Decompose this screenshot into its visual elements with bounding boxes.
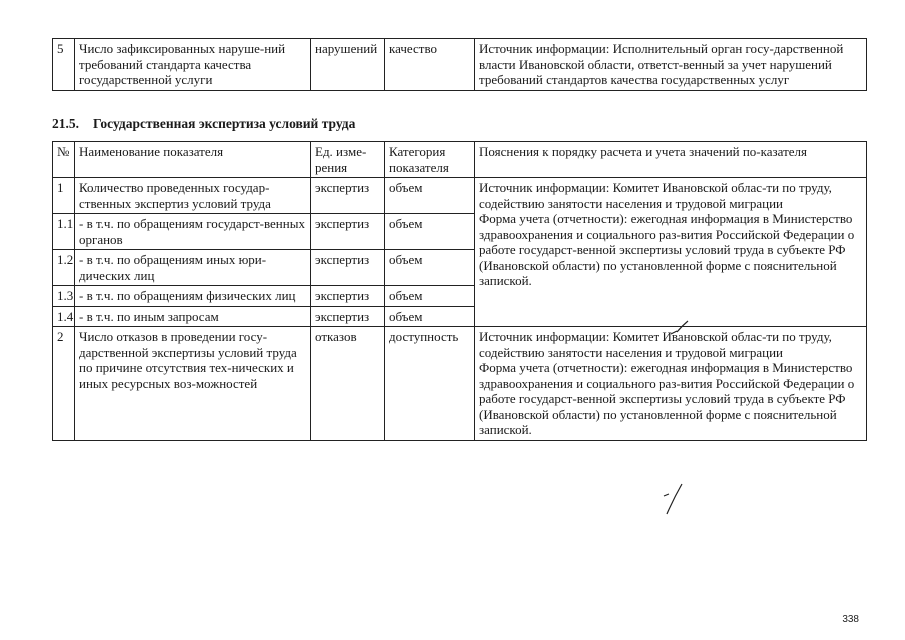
indicator-name: Число отказов в проведении госу-дарственной экспертизы условий труда по причине отсутствия тех-нических и иных ресурсных воз-можностей [75, 327, 311, 441]
indicators-table [52, 141, 867, 441]
indicator-category: объем [385, 286, 475, 307]
row-number: 1.3 [53, 286, 75, 307]
table-row [53, 327, 867, 441]
section-number: 21.5. [52, 116, 79, 131]
row-number: 1.2 [53, 250, 75, 286]
top-table-fragment [52, 38, 867, 91]
indicator-category: объем [385, 178, 475, 214]
header-number: № [53, 142, 75, 178]
indicator-name: - в т.ч. по обращениям государст-венных органов [75, 214, 311, 250]
header-unit: Ед. изме-рения [311, 142, 385, 178]
header-category: Категория показателя [385, 142, 475, 178]
unit-of-measure: экспертиз [311, 306, 385, 327]
row-number: 1 [53, 178, 75, 214]
unit-of-measure: экспертиз [311, 178, 385, 214]
table-header-row [53, 142, 867, 178]
header-explanation: Пояснения к порядку расчета и учета значений по-казателя [475, 142, 867, 178]
unit-of-measure: отказов [311, 327, 385, 441]
unit-of-measure: экспертиз [311, 250, 385, 286]
explanation [475, 327, 867, 441]
handwritten-check-mark [668, 318, 692, 342]
section-heading [52, 116, 355, 132]
table-row [53, 39, 867, 91]
explanation-text: Источник информации: Комитет Ивановской облас-ти по труду, содействию занятости населения и трудовой миграции Форма учета (отчетности): ежегодная информация в Министерство здравоохранения и социального раз-вития Российской Федерации о работе государст-венной экспертизы условий труда в субъекте РФ (Ивановской области) по установленной форме с пояснительной запиской. [479, 329, 855, 437]
indicator-category: объем [385, 306, 475, 327]
indicator-name: - в т.ч. по обращениям физических лиц [75, 286, 311, 307]
row-number: 2 [53, 327, 75, 441]
unit-of-measure: экспертиз [311, 286, 385, 307]
header-name: Наименование показателя [75, 142, 311, 178]
row-number: 1.1 [53, 214, 75, 250]
unit-of-measure: экспертиз [311, 214, 385, 250]
row-number: 5 [53, 39, 75, 91]
explanation [475, 178, 867, 327]
unit-of-measure: нарушений [311, 39, 385, 91]
indicator-category: качество [385, 39, 475, 91]
indicator-category: объем [385, 214, 475, 250]
explanation-text: Источник информации: Комитет Ивановской облас-ти по труду, содействию занятости населения и трудовой миграции Форма учета (отчетности): ежегодная информация в Министерство здравоохранения и социального раз-вития Российской Федерации о работе государст-венной экспертизы условий труда в субъекте РФ (Ивановской области) по установленной форме с пояснительной запиской. [479, 180, 855, 288]
indicator-name: Число зафиксированных наруше-ний требований стандарта качества государственной услуги [75, 39, 311, 91]
indicator-category: объем [385, 250, 475, 286]
table-row [53, 178, 867, 214]
indicator-name: - в т.ч. по иным запросам [75, 306, 311, 327]
section-title: Государственная экспертиза условий труда [93, 116, 356, 131]
handwritten-check-mark [660, 482, 688, 516]
page-number: 338 [842, 614, 859, 625]
row-number: 1.4 [53, 306, 75, 327]
indicator-category: доступность [385, 327, 475, 441]
indicator-name: - в т.ч. по обращениям иных юри-дических лиц [75, 250, 311, 286]
indicator-name: Количество проведенных государ-ственных экспертиз условий труда [75, 178, 311, 214]
explanation: Источник информации: Исполнительный орган госу-дарственной власти Ивановской области, ответст-венный за учет нарушений требований стандартов качества государственных услуг [475, 39, 867, 91]
